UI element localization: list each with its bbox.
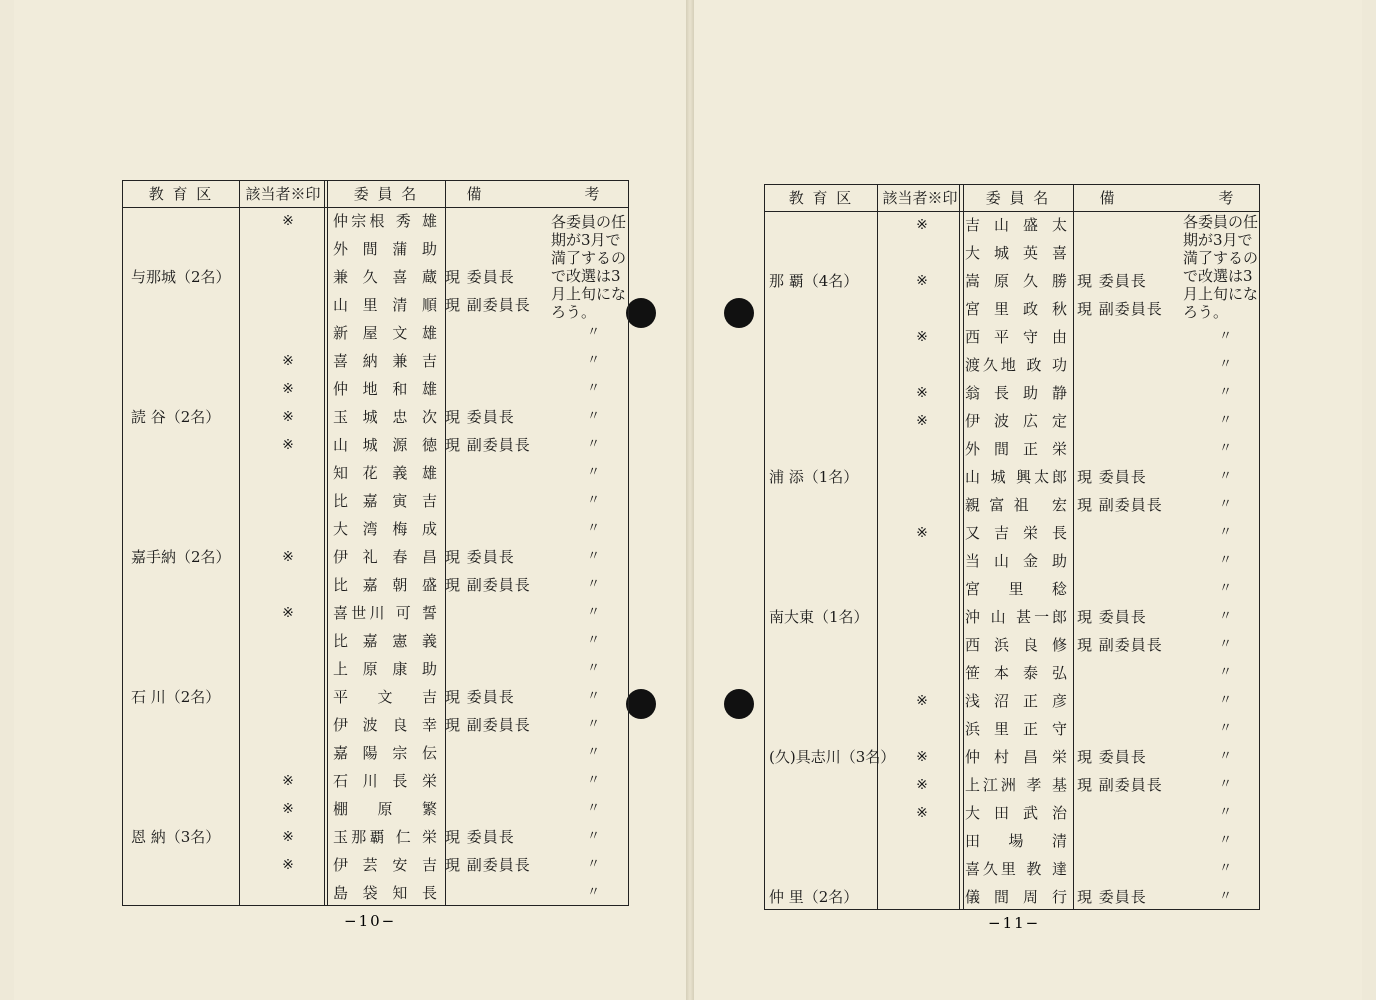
member-name: 伊 芸 安 吉 [333, 856, 437, 874]
member-name: 玉 城 忠 次 [333, 408, 437, 426]
applicable-mark [273, 711, 303, 739]
applicable-mark [273, 683, 303, 711]
member-name: 田 場 清 [965, 832, 1067, 850]
applicable-mark [907, 239, 937, 267]
table-row [123, 403, 628, 431]
remark-text: 現 副委員長 [1077, 496, 1163, 514]
table-row [765, 743, 1259, 771]
applicable-mark [907, 463, 937, 491]
ditto-mark: 〃 [587, 829, 601, 844]
table-row [765, 379, 1259, 407]
header-remarks-left: 備 [466, 185, 484, 203]
ditto-mark: 〃 [1219, 357, 1233, 372]
member-name: 兼 久 喜 蔵 [333, 268, 437, 286]
table-row [123, 431, 628, 459]
member-name: 西 浜 良 修 [965, 636, 1067, 654]
table-row [765, 575, 1259, 603]
ditto-mark: 〃 [1219, 553, 1233, 568]
member-name: 沖 山 甚一郎 [965, 608, 1067, 626]
member-name: 親富祖 宏 [965, 496, 1067, 514]
applicable-mark: ※ [282, 213, 294, 229]
applicable-mark [907, 659, 937, 687]
ditto-mark: 〃 [587, 577, 601, 592]
applicable-mark [907, 491, 937, 519]
ditto-mark: 〃 [587, 717, 601, 732]
ditto-mark: 〃 [1219, 889, 1233, 904]
header-remarks-right: 考 [584, 185, 602, 203]
ditto-mark: 〃 [1219, 665, 1233, 680]
table-row [765, 883, 1259, 911]
applicable-mark [907, 855, 937, 883]
page-number-left: −10− [344, 912, 397, 930]
applicable-mark: ※ [282, 801, 294, 817]
table-row [765, 323, 1259, 351]
committee-table-left [122, 180, 629, 906]
applicable-mark: ※ [916, 749, 928, 765]
ditto-mark: 〃 [587, 437, 601, 452]
ditto-mark: 〃 [1219, 609, 1233, 624]
applicable-mark: ※ [916, 805, 928, 821]
table-row [123, 319, 628, 347]
applicable-mark [273, 235, 303, 263]
remark-text: 現 副委員長 [1077, 300, 1163, 318]
district-label: 恩 納（3名） [131, 828, 221, 846]
applicable-mark [907, 575, 937, 603]
ditto-mark: 〃 [587, 325, 601, 340]
member-name: 大 城 英 喜 [965, 244, 1067, 262]
applicable-mark [273, 459, 303, 487]
table-row [123, 599, 628, 627]
book-gutter [686, 0, 694, 1000]
table-row [123, 571, 628, 599]
ditto-mark: 〃 [1219, 525, 1233, 540]
ditto-mark: 〃 [587, 521, 601, 536]
member-name: 大 湾 梅 成 [333, 520, 437, 538]
member-name: 浜 里 正 守 [965, 720, 1067, 738]
ditto-mark: 〃 [1219, 581, 1233, 596]
member-name: 嘉 陽 宗 伝 [333, 744, 437, 762]
district-label: (久)具志川（3名） [769, 748, 896, 766]
table-row [123, 543, 628, 571]
applicable-mark [273, 571, 303, 599]
applicable-mark [907, 715, 937, 743]
ditto-mark: 〃 [587, 885, 601, 900]
table-header [765, 185, 1259, 212]
table-row [765, 799, 1259, 827]
applicable-mark: ※ [916, 273, 928, 289]
member-name: 宮 里 稔 [965, 580, 1067, 598]
ditto-mark: 〃 [587, 633, 601, 648]
member-name: 喜久里 教 達 [965, 860, 1067, 878]
table-header [123, 181, 628, 208]
ditto-mark: 〃 [587, 493, 601, 508]
district-label: 浦 添（1名） [769, 468, 859, 486]
ditto-mark: 〃 [1219, 329, 1233, 344]
remark-text: 現 委員長 [445, 828, 515, 846]
member-name: 山 城 興太郎 [965, 468, 1067, 486]
member-name: 平 文 吉 [333, 688, 437, 706]
ditto-mark: 〃 [587, 605, 601, 620]
applicable-mark: ※ [916, 413, 928, 429]
member-name: 石 川 長 栄 [333, 772, 437, 790]
remark-text: 現 副委員長 [1077, 636, 1163, 654]
member-name: 仲 地 和 雄 [333, 380, 437, 398]
applicable-mark: ※ [916, 385, 928, 401]
applicable-mark [273, 655, 303, 683]
punch-hole [724, 298, 754, 328]
table-row [765, 463, 1259, 491]
table-row [765, 519, 1259, 547]
ditto-mark: 〃 [587, 409, 601, 424]
member-name: 伊 礼 春 昌 [333, 548, 437, 566]
applicable-mark [273, 879, 303, 907]
header-member: 委 員 名 [353, 185, 419, 203]
member-name: 嵩 原 久 勝 [965, 272, 1067, 290]
applicable-mark: ※ [916, 777, 928, 793]
applicable-mark: ※ [282, 605, 294, 621]
table-row [123, 487, 628, 515]
applicable-mark [907, 351, 937, 379]
table-row [765, 855, 1259, 883]
member-name: 上江洲 孝 基 [965, 776, 1067, 794]
member-name: 新 屋 文 雄 [333, 324, 437, 342]
page-number-right: −11− [988, 914, 1041, 932]
table-row [123, 823, 628, 851]
member-name: 又 吉 栄 長 [965, 524, 1067, 542]
member-name: 仲 村 昌 栄 [965, 748, 1067, 766]
applicable-mark: ※ [916, 329, 928, 345]
applicable-mark [273, 515, 303, 543]
member-name: 浅 沼 正 彦 [965, 692, 1067, 710]
district-label: 嘉手納（2名） [131, 548, 231, 566]
remark-text: 現 副委員長 [445, 436, 531, 454]
remark-text: 現 委員長 [1077, 748, 1147, 766]
table-row [765, 435, 1259, 463]
district-label: 南大東（1名） [769, 608, 869, 626]
table-row [765, 603, 1259, 631]
table-row [765, 407, 1259, 435]
member-name: 棚 原 繁 [333, 800, 437, 818]
applicable-mark [907, 883, 937, 911]
header-remarks-right: 考 [1218, 189, 1236, 207]
member-name: 島 袋 知 長 [333, 884, 437, 902]
remark-text: 現 委員長 [1077, 272, 1147, 290]
applicable-mark: ※ [916, 525, 928, 541]
remarks-note: 各委員の任 期が3月で 満了するの で改選は3 月上旬にな ろう。 [1183, 213, 1259, 321]
applicable-mark: ※ [282, 437, 294, 453]
remark-text: 現 副委員長 [445, 576, 531, 594]
table-row [765, 715, 1259, 743]
applicable-mark [273, 291, 303, 319]
member-name: 伊 波 広 定 [965, 412, 1067, 430]
table-row [123, 795, 628, 823]
punch-hole [626, 689, 656, 719]
member-name: 比 嘉 憲 義 [333, 632, 437, 650]
ditto-mark: 〃 [587, 353, 601, 368]
ditto-mark: 〃 [1219, 805, 1233, 820]
table-row [123, 851, 628, 879]
remark-text: 現 副委員長 [445, 296, 531, 314]
ditto-mark: 〃 [587, 745, 601, 760]
table-row [765, 659, 1259, 687]
table-row [765, 491, 1259, 519]
header-district: 教 育 区 [788, 189, 854, 207]
ditto-mark: 〃 [587, 773, 601, 788]
remark-text: 現 委員長 [445, 268, 515, 286]
applicable-mark: ※ [282, 857, 294, 873]
district-label: 与那城（2名） [131, 268, 231, 286]
remark-text: 現 委員長 [445, 548, 515, 566]
remark-text: 現 委員長 [1077, 888, 1147, 906]
table-row [123, 347, 628, 375]
member-name: 伊 波 良 幸 [333, 716, 437, 734]
ditto-mark: 〃 [1219, 749, 1233, 764]
member-name: 比 嘉 寅 吉 [333, 492, 437, 510]
ditto-mark: 〃 [1219, 385, 1233, 400]
ditto-mark: 〃 [587, 381, 601, 396]
district-label: 読 谷（2名） [131, 408, 221, 426]
remarks-note: 各委員の任 期が3月で 満了するの で改選は3 月上旬にな ろう。 [551, 213, 627, 321]
district-label: 石 川（2名） [131, 688, 221, 706]
applicable-mark: ※ [282, 409, 294, 425]
remark-text: 現 委員長 [1077, 468, 1147, 486]
member-name: 上 原 康 助 [333, 660, 437, 678]
member-name: 吉 山 盛 太 [965, 216, 1067, 234]
table-row [123, 459, 628, 487]
ditto-mark: 〃 [1219, 833, 1233, 848]
header-applicable: 該当者※印 [245, 185, 321, 203]
applicable-mark [273, 319, 303, 347]
applicable-mark [273, 487, 303, 515]
header-district: 教 育 区 [148, 185, 214, 203]
ditto-mark: 〃 [587, 549, 601, 564]
remark-text: 現 委員長 [445, 408, 515, 426]
ditto-mark: 〃 [1219, 721, 1233, 736]
member-name: 玉那覇 仁 栄 [333, 828, 437, 846]
ditto-mark: 〃 [1219, 861, 1233, 876]
table-row [123, 655, 628, 683]
table-row [765, 547, 1259, 575]
ditto-mark: 〃 [587, 801, 601, 816]
table-row [765, 771, 1259, 799]
remark-text: 現 副委員長 [1077, 776, 1163, 794]
table-row [765, 351, 1259, 379]
member-name: 宮 里 政 秋 [965, 300, 1067, 318]
member-name: 山 城 源 徳 [333, 436, 437, 454]
applicable-mark: ※ [282, 549, 294, 565]
member-name: 山 里 清 順 [333, 296, 437, 314]
table-row [123, 767, 628, 795]
member-name: 喜 納 兼 吉 [333, 352, 437, 370]
table-row [123, 627, 628, 655]
member-name: 当 山 金 助 [965, 552, 1067, 570]
district-label: 那 覇（4名） [769, 272, 859, 290]
ditto-mark: 〃 [587, 857, 601, 872]
remark-text: 現 副委員長 [445, 856, 531, 874]
member-name: 外 間 蒲 助 [333, 240, 437, 258]
member-name: 比 嘉 朝 盛 [333, 576, 437, 594]
table-row [765, 631, 1259, 659]
applicable-mark: ※ [282, 381, 294, 397]
district-label: 仲 里（2名） [769, 888, 859, 906]
punch-hole [724, 689, 754, 719]
member-name: 儀 間 周 行 [965, 888, 1067, 906]
header-member: 委 員 名 [985, 189, 1051, 207]
ditto-mark: 〃 [587, 465, 601, 480]
member-name: 渡久地 政 功 [965, 356, 1067, 374]
remark-text: 現 委員長 [1077, 608, 1147, 626]
member-name: 知 花 義 雄 [333, 464, 437, 482]
ditto-mark: 〃 [1219, 469, 1233, 484]
table-row [123, 711, 628, 739]
member-name: 仲宗根 秀 雄 [333, 212, 437, 230]
table-row [765, 687, 1259, 715]
ditto-mark: 〃 [1219, 693, 1233, 708]
applicable-mark: ※ [916, 217, 928, 233]
applicable-mark [907, 295, 937, 323]
remark-text: 現 委員長 [445, 688, 515, 706]
applicable-mark [273, 627, 303, 655]
committee-table-right [764, 184, 1260, 910]
applicable-mark [907, 631, 937, 659]
applicable-mark [907, 603, 937, 631]
applicable-mark [273, 739, 303, 767]
ditto-mark: 〃 [1219, 441, 1233, 456]
applicable-mark [907, 827, 937, 855]
member-name: 翁 長 助 静 [965, 384, 1067, 402]
header-remarks-left: 備 [1099, 189, 1117, 207]
ditto-mark: 〃 [587, 661, 601, 676]
applicable-mark: ※ [282, 773, 294, 789]
applicable-mark [907, 435, 937, 463]
applicable-mark: ※ [282, 829, 294, 845]
table-row [123, 739, 628, 767]
header-applicable: 該当者※印 [882, 189, 958, 207]
ditto-mark: 〃 [587, 689, 601, 704]
applicable-mark: ※ [916, 693, 928, 709]
member-name: 大 田 武 治 [965, 804, 1067, 822]
table-row [765, 827, 1259, 855]
ditto-mark: 〃 [1219, 777, 1233, 792]
member-name: 外 間 正 栄 [965, 440, 1067, 458]
ditto-mark: 〃 [1219, 637, 1233, 652]
remark-text: 現 副委員長 [445, 716, 531, 734]
applicable-mark: ※ [282, 353, 294, 369]
applicable-mark [907, 547, 937, 575]
ditto-mark: 〃 [1219, 497, 1233, 512]
table-row [123, 515, 628, 543]
member-name: 笹 本 泰 弘 [965, 664, 1067, 682]
ditto-mark: 〃 [1219, 413, 1233, 428]
member-name: 西 平 守 由 [965, 328, 1067, 346]
punch-hole [626, 298, 656, 328]
table-row [123, 879, 628, 907]
table-row [123, 375, 628, 403]
table-row [123, 683, 628, 711]
applicable-mark [273, 263, 303, 291]
member-name: 喜世川 可 誓 [333, 604, 437, 622]
